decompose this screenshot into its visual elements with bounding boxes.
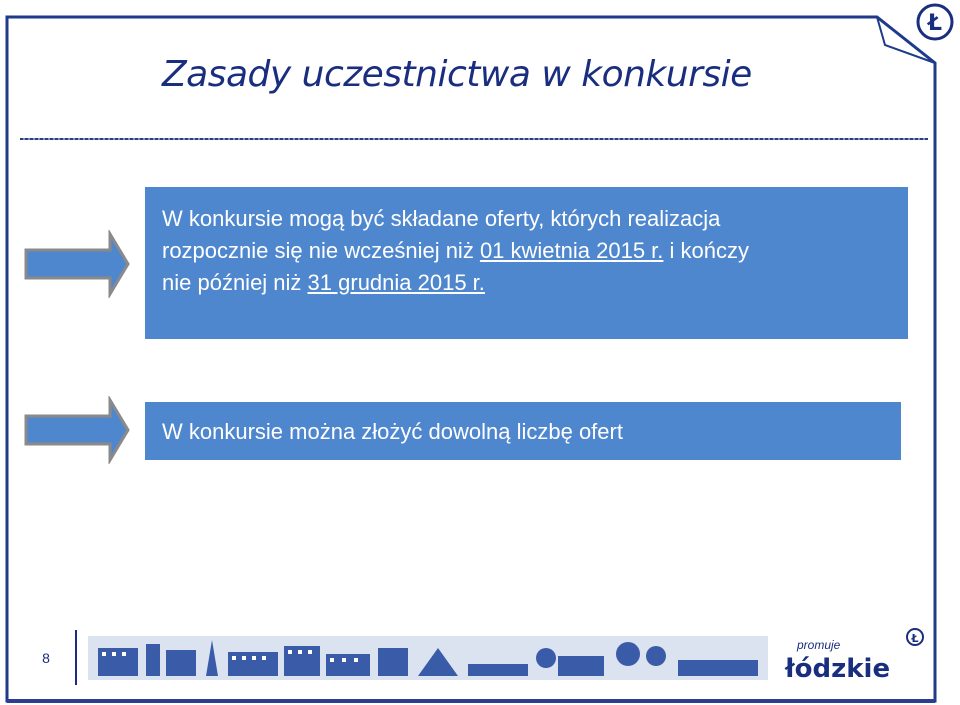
logo-mark-letter: Ł [911, 632, 919, 645]
slide-frame [5, 15, 945, 703]
rule-box-dates [145, 187, 908, 339]
arrow-right-icon [22, 396, 132, 464]
rule-box-offers [145, 402, 901, 460]
rule-line-2-start: rozpocznie się nie wcześniej niż [162, 237, 480, 263]
logo-big-text: łódzkie [785, 654, 891, 684]
page-number: 8 [17, 630, 77, 685]
rule-line-3-start: nie później niż [162, 269, 308, 295]
end-date: 31 grudnia 2015 r. [307, 269, 485, 295]
corner-logo-letter: Ł [927, 11, 943, 36]
rule-line-3 [162, 267, 896, 299]
rule-line-1: W konkursie mogą być składane oferty, których realizacja [162, 206, 721, 231]
title-divider [20, 138, 928, 140]
start-date: 01 kwietnia 2015 r. [479, 237, 664, 263]
corner-logo-icon [915, 2, 955, 42]
logo-small-text: promuje [797, 638, 841, 652]
arrow-right-icon [22, 230, 132, 298]
rule-line-2 [162, 235, 896, 267]
promuje-lodzkie-logo [775, 627, 935, 685]
footer-illustration [88, 636, 768, 680]
rule-offers-text: W konkursie można złożyć dowolną liczbę ofert [162, 419, 623, 444]
rule-line-2-end: i kończy [663, 237, 749, 263]
page-title: Zasady uczestnictwa w konkursie [162, 54, 752, 95]
